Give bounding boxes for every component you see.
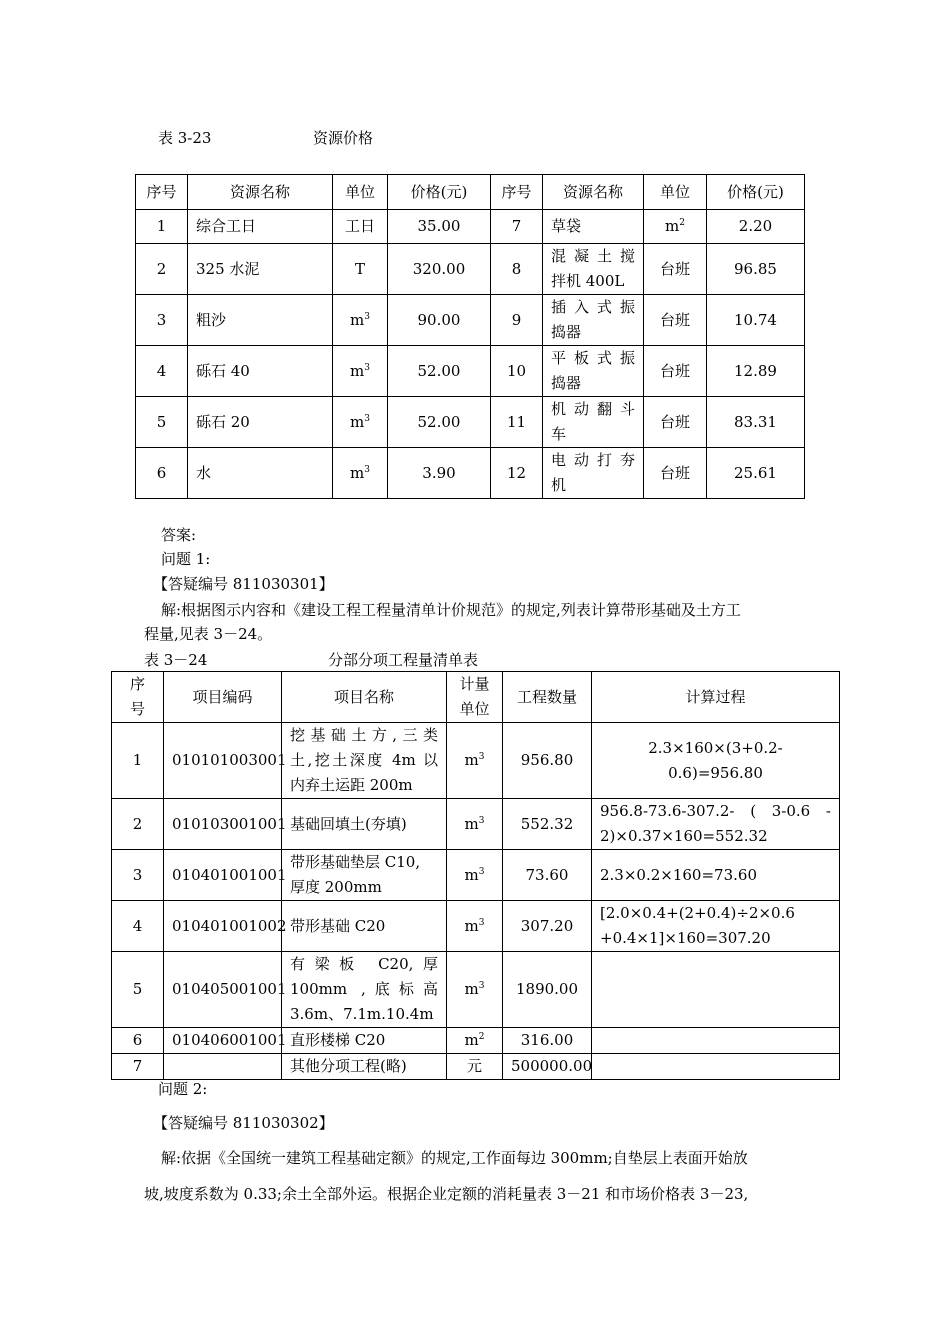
cell-calc [592,1054,840,1080]
cell-no: 8 [491,244,543,295]
cell-resource-name: 电动打夯 机 [543,448,644,499]
cell-no: 5 [112,952,164,1028]
cell-unit: 元 [447,1054,503,1080]
table-row [112,723,840,799]
cell-item-name: 带形基础垫层 C10, 厚度 200mm [282,850,447,901]
cell-unit: 台班 [644,244,707,295]
table-row [136,244,805,295]
cell-price: 52.00 [388,397,491,448]
cell-no: 6 [112,1028,164,1054]
table1-caption-number: 表 3-23 [158,129,212,147]
table-row [112,901,840,952]
cell-item-name: 其他分项工程(略) [282,1054,447,1080]
table1-caption-title: 资源价格 [313,129,374,147]
cell-price: 2.20 [707,210,805,244]
cell-no: 11 [491,397,543,448]
resource-price-table [135,174,805,499]
cell-no: 12 [491,448,543,499]
table-row [136,397,805,448]
cell-no: 2 [136,244,188,295]
cell-resource-name: 砾石 20 [188,397,333,448]
cell-price: 3.90 [388,448,491,499]
table-row [136,295,805,346]
solution-1-line-1: 解:根据图示内容和《建设工程工程量清单计价规范》的规定,列表计算带形基础及土方工 [161,601,741,619]
cell-unit: $m^3$ [447,799,503,850]
table1-header: 序号 [491,175,543,210]
cell-unit: $m^3$ [333,397,388,448]
cell-code: 010103001001 [164,799,282,850]
solution-2-line-1: 解:依据《全国统一建筑工程基础定额》的规定,工作面每边 300mm;自垫层上表面开始放 [161,1149,748,1167]
cell-no: 3 [136,295,188,346]
cell-calc: 2.3×0.2×160=73.60 [592,850,840,901]
table2-header-name: 项目名称 [282,672,447,723]
cell-price: 10.74 [707,295,805,346]
table-row [112,1028,840,1054]
table-row [112,850,840,901]
cell-unit: $m^3$ [447,901,503,952]
table-row [112,952,840,1028]
question-2-label: 问题 2: [158,1080,208,1098]
cell-no: 1 [136,210,188,244]
table1-header: 单位 [644,175,707,210]
table-row [112,799,840,850]
table1-header: 单位 [333,175,388,210]
bill-of-quantities-table [111,671,840,1080]
cell-unit: $m^3$ [447,723,503,799]
table2-header-unit: 计量 单位 [447,672,503,723]
cell-code: 010406001001 [164,1028,282,1054]
cell-resource-name: 插入式振 捣器 [543,295,644,346]
cell-unit: 台班 [644,346,707,397]
table-row [136,448,805,499]
table-row [136,346,805,397]
cell-resource-name: 草袋 [543,210,644,244]
cell-qty: 552.32 [503,799,592,850]
table1-header: 资源名称 [543,175,644,210]
cell-resource-name: 325 水泥 [188,244,333,295]
cell-no: 2 [112,799,164,850]
cell-unit: 台班 [644,295,707,346]
answer-label: 答案: [161,526,197,544]
cell-no: 6 [136,448,188,499]
cell-price: 35.00 [388,210,491,244]
cell-price: 96.85 [707,244,805,295]
cell-no: 7 [112,1054,164,1080]
cell-resource-name: 水 [188,448,333,499]
solution-2-line-2: 坡,坡度系数为 0.33;余土全部外运。根据企业定额的消耗量表 3－21 和市场价格表 3－23, [144,1185,749,1203]
cell-unit: 台班 [644,397,707,448]
cell-resource-name: 砾石 40 [188,346,333,397]
table2-caption-number: 表 3－24 [144,651,208,669]
table1-header: 资源名称 [188,175,333,210]
cell-unit: 工日 [333,210,388,244]
cell-item-name: 带形基础 C20 [282,901,447,952]
cell-calc: [2.0×0.4+(2+0.4)÷2×0.6 +0.4×1]×160=307.20 [592,901,840,952]
cell-no: 7 [491,210,543,244]
cell-price: 90.00 [388,295,491,346]
cell-code: 010405001001 [164,952,282,1028]
question-1-label: 问题 1: [161,550,211,568]
cell-resource-name: 粗沙 [188,295,333,346]
table1-header: 价格(元) [707,175,805,210]
cell-resource-name: 综合工日 [188,210,333,244]
cell-item-name: 基础回填土(夯填) [282,799,447,850]
table2-header-row [112,672,840,723]
cell-item-name: 直形楼梯 C20 [282,1028,447,1054]
cell-price: 12.89 [707,346,805,397]
cell-qty: 307.20 [503,901,592,952]
solution-1-line-2: 程量,见表 3－24。 [144,625,273,643]
cell-price: 320.00 [388,244,491,295]
cell-no: 10 [491,346,543,397]
cell-calc: 956.8-73.6-307.2- ( 3-0.6 - 2)×0.37×160=552.32 [592,799,840,850]
cell-unit: $m^3$ [447,850,503,901]
table1-header-row [136,175,805,210]
cell-qty: 1890.00 [503,952,592,1028]
cell-price: 52.00 [388,346,491,397]
cell-unit: $m^3$ [333,295,388,346]
cell-no: 4 [136,346,188,397]
cell-no: 1 [112,723,164,799]
cell-resource-name: 机动翻斗 车 [543,397,644,448]
table-row [136,210,805,244]
cell-unit: 台班 [644,448,707,499]
cell-code: 010401001002 [164,901,282,952]
table2-header-code: 项目编码 [164,672,282,723]
cell-item-name: 挖基础土方,三类 土,挖土深度 4m 以 内弃土运距 200m [282,723,447,799]
cell-price: 83.31 [707,397,805,448]
cell-calc [592,1028,840,1054]
cell-no: 5 [136,397,188,448]
cell-no: 4 [112,901,164,952]
cell-calc: 2.3×160×(3+0.2- 0.6)=956.80 [592,723,840,799]
cell-calc [592,952,840,1028]
cell-no: 3 [112,850,164,901]
answer-ref-2: 【答疑编号 811030302】 [153,1114,334,1132]
cell-unit: $m^2$ [644,210,707,244]
cell-qty: 956.80 [503,723,592,799]
cell-no: 9 [491,295,543,346]
cell-qty: 316.00 [503,1028,592,1054]
cell-code: 010401001001 [164,850,282,901]
answer-ref-1: 【答疑编号 811030301】 [153,575,334,593]
cell-unit: $m^2$ [447,1028,503,1054]
cell-unit: $m^3$ [447,952,503,1028]
cell-unit: $m^3$ [333,448,388,499]
cell-code [164,1054,282,1080]
cell-qty: 500000.00 [503,1054,592,1080]
table2-header-qty: 工程数量 [503,672,592,723]
table-row [112,1054,840,1080]
cell-unit: T [333,244,388,295]
table2-header-calc: 计算过程 [592,672,840,723]
table1-header: 序号 [136,175,188,210]
table1-header: 价格(元) [388,175,491,210]
cell-resource-name: 混凝土搅 拌机 400L [543,244,644,295]
cell-unit: $m^3$ [333,346,388,397]
cell-qty: 73.60 [503,850,592,901]
table2-header-no: 序 号 [112,672,164,723]
cell-price: 25.61 [707,448,805,499]
cell-item-name: 有梁板 C20,厚 100mm ,底标高 3.6m、7.1m.10.4m [282,952,447,1028]
cell-resource-name: 平板式振 捣器 [543,346,644,397]
cell-code: 010101003001 [164,723,282,799]
table2-caption-title: 分部分项工程量清单表 [328,651,479,669]
